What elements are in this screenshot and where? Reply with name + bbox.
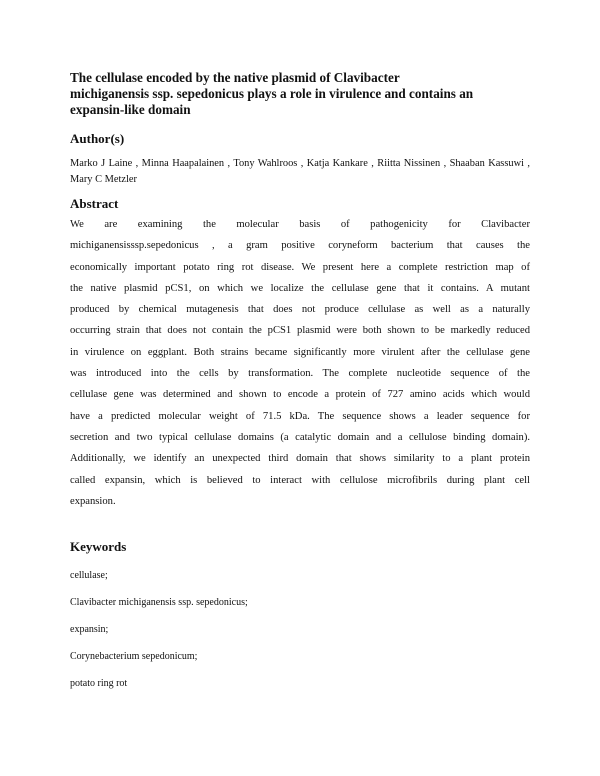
abstract-line: expansion. — [70, 495, 116, 507]
abstract-line: We are examining the molecular basis of pathogenicity for Clavibacter — [70, 219, 530, 230]
keywords-heading: Keywords — [70, 539, 127, 554]
authors-heading: Author(s) — [70, 131, 125, 146]
abstract-line: economically important potato ring rot disease. We present here a complete restriction map of — [70, 261, 530, 273]
abstract-text — [70, 214, 530, 512]
title-line: expansin-like domain — [70, 102, 191, 117]
keyword-item: cellulase; — [70, 570, 108, 581]
title-line: michiganensis ssp. sepedonicus plays a role in virulence and contains an — [70, 86, 474, 101]
keyword-item: expansin; — [70, 624, 109, 635]
keywords-list — [70, 570, 248, 705]
keyword-item: Corynebacterium sepedonicum; — [70, 651, 198, 662]
paper-title — [70, 70, 530, 118]
abstract-line: called expansin, which is believed to interact with cellulose microfibrils during plant cell — [70, 474, 530, 486]
abstract-heading: Abstract — [70, 196, 119, 211]
title-line: The cellulase encoded by the native plasmid of Clavibacter — [70, 70, 400, 85]
abstract-line: Additionally, we identify an unexpected third domain that shows similarity to a plant protein — [70, 453, 530, 465]
abstract-line: in virulence on eggplant. Both strains became significantly more virulent after the cellulase gene — [70, 346, 530, 358]
authors-list: Marko J Laine , Minna Haapalainen , Tony Wahlroos , Katja Kankare , Riitta Nissinen , Shaaban Kassuwi , Mary C Metzler — [70, 158, 530, 185]
abstract-line: the native plasmid pCS1, on which we localize the cellulase gene that it contains. A mutant — [70, 282, 530, 294]
abstract-line: produced by chemical mutagenesis that does not produce cellulase as well as a naturally — [70, 304, 530, 316]
keyword-item: Clavibacter michiganensis ssp. sepedonicus; — [70, 597, 248, 608]
document-page — [70, 70, 530, 512]
abstract-line: michiganensisssp.sepedonicus , a gram positive coryneform bacterium that causes the — [70, 240, 530, 252]
abstract-line: have a predicted molecular weight of 71.5 kDa. The sequence shows a leader sequence for — [70, 410, 530, 422]
abstract-line: cellulase gene was determined and shown to encode a protein of 727 amino acids which would — [70, 389, 530, 401]
abstract-line: was introduced into the cells by transformation. The complete nucleotide sequence of the — [70, 368, 530, 380]
keyword-item: potato ring rot — [70, 678, 128, 689]
abstract-line: secretion and two typical cellulase domains (a catalytic domain and a cellulose binding domain). — [70, 431, 530, 443]
abstract-line: occurring strain that does not contain the pCS1 plasmid were both shown to be markedly reduced — [70, 325, 530, 337]
